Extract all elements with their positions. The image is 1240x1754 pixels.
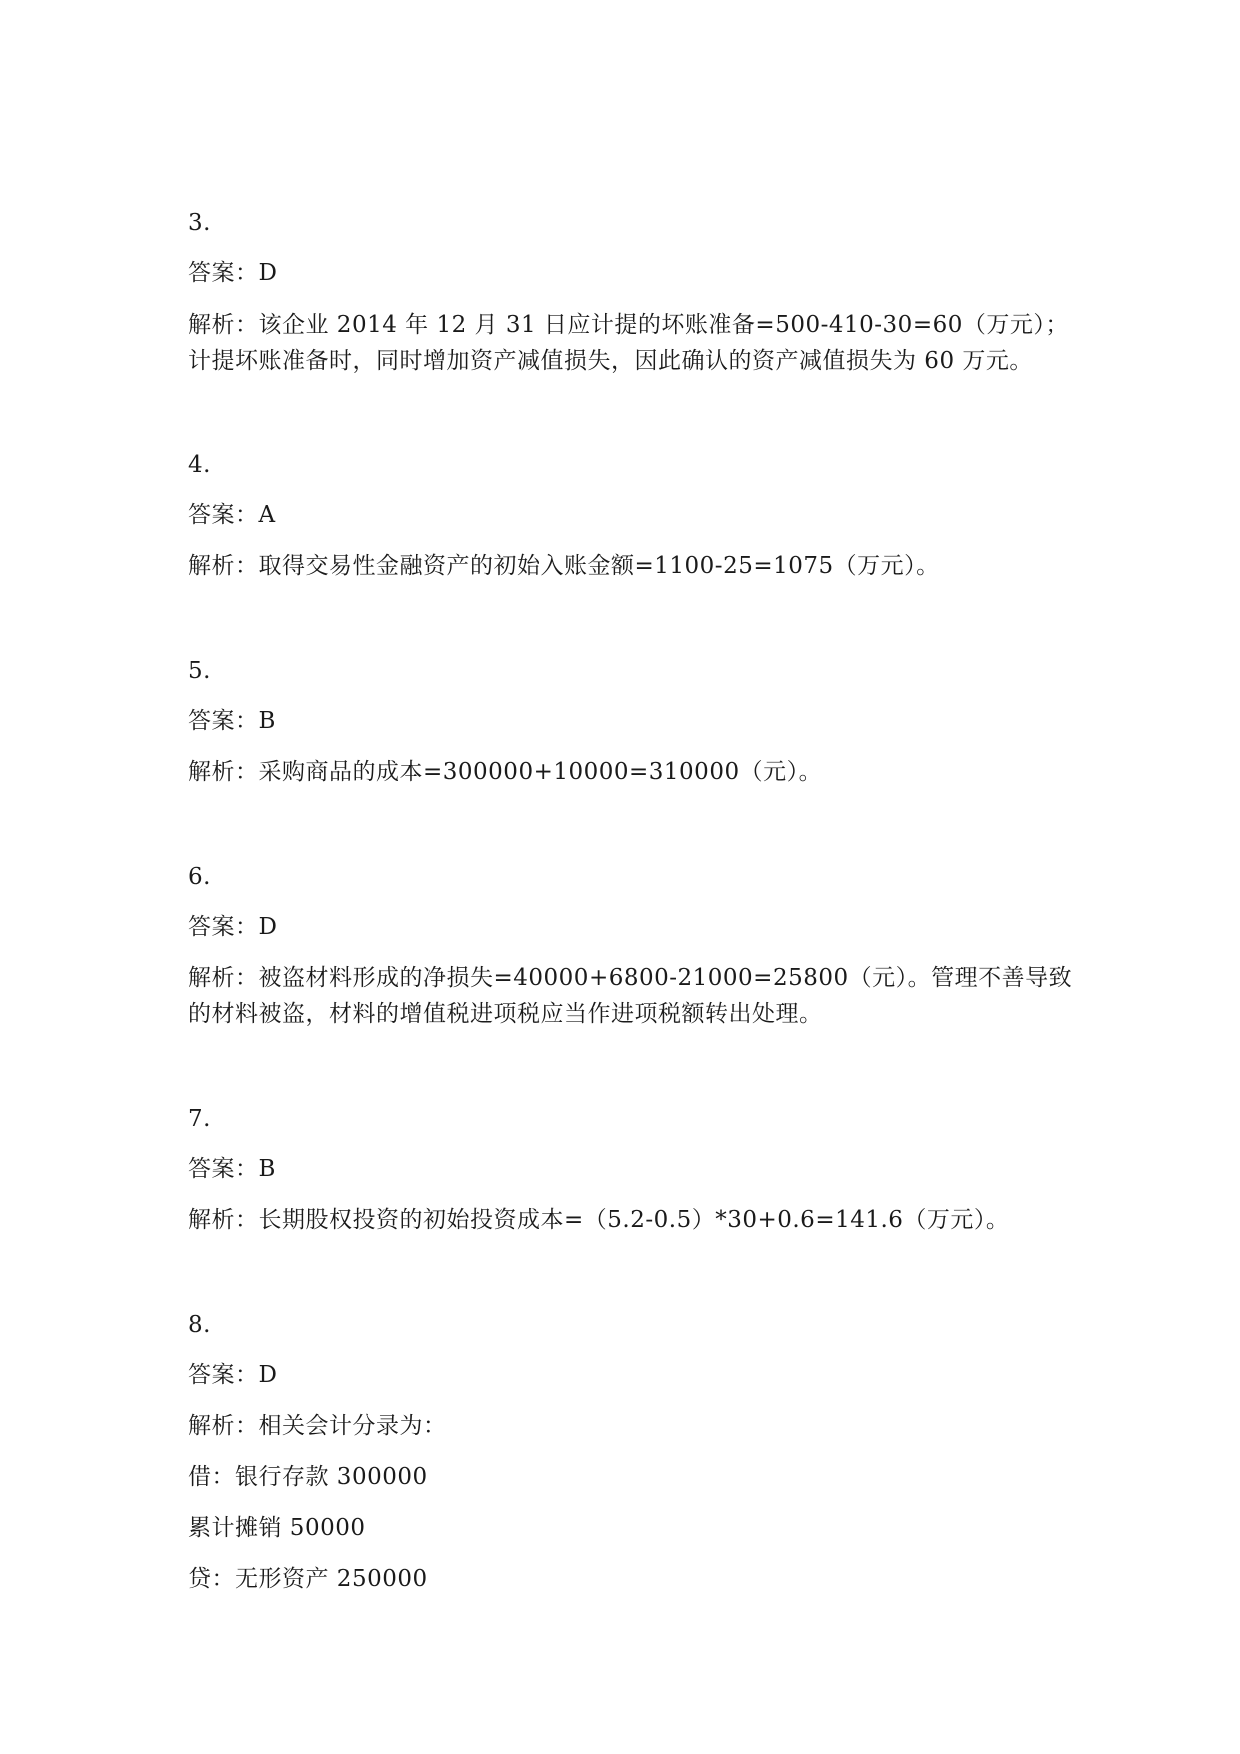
answer-line: 答案：B [188,708,276,734]
answer-line: 答案：D [188,1362,278,1388]
analysis-line: 计提坏账准备时，同时增加资产减值损失，因此确认的资产减值损失为 60 万元。 [188,348,1033,374]
question-number: 3. [188,210,211,236]
analysis-line: 解析：长期股权投资的初始投资成本=（5.2-0.5）*30+0.6=141.6（万元）。 [188,1207,1010,1233]
question-number: 6. [188,864,211,890]
question-number: 8. [188,1312,211,1338]
answer-line: 答案：D [188,260,278,286]
analysis-line: 解析：被盗材料形成的净损失=40000+6800-21000=25800（元）。管理不善导致 [188,965,1073,991]
analysis-line: 的材料被盗，材料的增值税进项税应当作进项税额转出处理。 [188,1001,823,1027]
analysis-line: 解析：该企业 2014 年 12 月 31 日应计提的坏账准备=500-410-30=60（万元）； [188,312,1069,338]
journal-credit-line: 贷：无形资产 250000 [188,1566,428,1592]
question-number: 4. [188,452,211,478]
question-number: 5. [188,658,211,684]
answer-line: 答案：A [188,502,276,528]
question-number: 7. [188,1106,211,1132]
journal-debit-line: 累计摊销 50000 [188,1515,366,1541]
analysis-line: 解析：相关会计分录为： [188,1413,447,1439]
answer-line: 答案：B [188,1156,276,1182]
analysis-line: 解析：取得交易性金融资产的初始入账金额=1100-25=1075（万元）。 [188,553,940,579]
analysis-line: 解析：采购商品的成本=300000+10000=310000（元）。 [188,759,823,785]
journal-debit-line: 借：银行存款 300000 [188,1464,428,1490]
answer-line: 答案：D [188,914,278,940]
